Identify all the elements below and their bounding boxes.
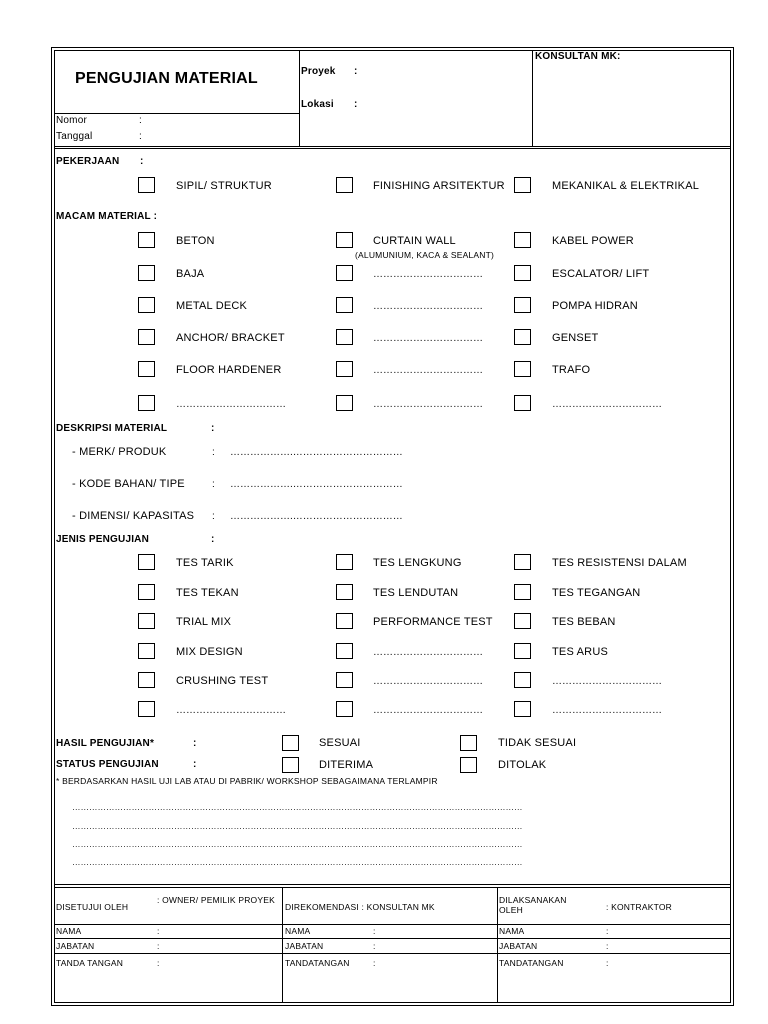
colon: : — [211, 534, 215, 545]
colon: : — [193, 738, 197, 749]
macam-material-label: MACAM MATERIAL : — [56, 211, 158, 222]
colon: : — [354, 66, 358, 77]
option-tidak-sesuai: TIDAK SESUAI — [498, 737, 577, 749]
checkbox-test[interactable] — [336, 613, 353, 629]
material-option: ESCALATOR/ LIFT — [552, 268, 650, 280]
checkbox-sipil[interactable] — [138, 177, 155, 193]
checkbox-material[interactable] — [514, 361, 531, 377]
notes-line[interactable]: …………………………………………………………………………………………………………………………………………… — [72, 839, 523, 849]
disetujui-label: DISETUJUI OLEH — [56, 902, 129, 912]
disetujui-party: : OWNER/ PEMILIK PROYEK — [157, 895, 275, 905]
colon: : — [139, 115, 142, 126]
checkbox-material[interactable] — [138, 265, 155, 281]
test-option: TRIAL MIX — [176, 616, 232, 628]
checkbox-ditolak[interactable] — [460, 757, 477, 773]
checkbox-test[interactable] — [138, 701, 155, 717]
checkbox-material[interactable] — [336, 329, 353, 345]
checkbox-test[interactable] — [514, 584, 531, 600]
tanda-tangan-label: TANDATANGAN — [285, 958, 350, 968]
header-divider — [54, 113, 299, 114]
colon: : — [373, 941, 376, 951]
material-option: BAJA — [176, 268, 205, 280]
colon: : — [193, 759, 197, 770]
checkbox-test[interactable] — [336, 643, 353, 659]
proyek-label: Proyek — [301, 66, 336, 77]
option-sesuai: SESUAI — [319, 737, 361, 749]
dimensi-value[interactable]: ……………….…………………………… — [230, 511, 403, 522]
sig-divider — [54, 884, 731, 885]
test-option: CRUSHING TEST — [176, 675, 269, 687]
nama-label: NAMA — [285, 926, 311, 936]
material-blank: …………………………… — [373, 365, 483, 376]
material-blank: …………………………… — [373, 301, 483, 312]
jabatan-label: JABATAN — [285, 941, 324, 951]
checkbox-test[interactable] — [514, 643, 531, 659]
checkbox-finishing[interactable] — [336, 177, 353, 193]
test-blank: …………………………… — [373, 705, 483, 716]
checkbox-sesuai[interactable] — [282, 735, 299, 751]
pekerjaan-label: PEKERJAAN — [56, 156, 120, 167]
test-option: TES TEKAN — [176, 587, 239, 599]
checkbox-test[interactable] — [138, 554, 155, 570]
test-blank: …………………………… — [373, 676, 483, 687]
test-option: TES LENDUTAN — [373, 587, 459, 599]
colon: : — [211, 423, 215, 434]
konsultan-label: KONSULTAN MK: — [535, 51, 621, 62]
colon: : — [140, 156, 144, 167]
checkbox-test[interactable] — [336, 701, 353, 717]
sig-divider — [54, 887, 731, 888]
test-blank: …………………………… — [552, 705, 662, 716]
colon: : — [212, 479, 215, 490]
material-blank: …………………………… — [373, 333, 483, 344]
test-option: PERFORMANCE TEST — [373, 616, 493, 628]
lokasi-label: Lokasi — [301, 99, 334, 110]
option-ditolak: DITOLAK — [498, 759, 547, 771]
test-blank: …………………………… — [176, 705, 286, 716]
test-blank: …………………………… — [373, 647, 483, 658]
material-option: POMPA HIDRAN — [552, 300, 638, 312]
checkbox-material[interactable] — [514, 297, 531, 313]
kode-value[interactable]: ……………….…………………………… — [230, 479, 403, 490]
sig-divider — [54, 938, 731, 939]
checkbox-material[interactable] — [514, 395, 531, 411]
checkbox-test[interactable] — [336, 672, 353, 688]
nama-label: NAMA — [56, 926, 82, 936]
jenis-pengujian-label: JENIS PENGUJIAN — [56, 534, 150, 545]
sig-divider — [497, 887, 498, 1003]
direkomendasi-label: DIREKOMENDASI : KONSULTAN MK — [285, 902, 435, 912]
dilaksanakan-label: DILAKSANAKAN OLEH — [499, 895, 567, 915]
colon: : — [373, 926, 376, 936]
option-mekanikal: MEKANIKAL & ELEKTRIKAL — [552, 180, 700, 192]
checkbox-material[interactable] — [138, 395, 155, 411]
dilaksanakan-party: : KONTRAKTOR — [606, 902, 673, 912]
colon: : — [606, 958, 609, 968]
deskripsi-label: DESKRIPSI MATERIAL — [56, 423, 168, 434]
material-blank: …………………………… — [176, 399, 286, 410]
checkbox-mekanikal[interactable] — [514, 177, 531, 193]
merk-value[interactable]: ……………….…………………………… — [230, 447, 403, 458]
checkbox-test[interactable] — [514, 701, 531, 717]
colon: : — [354, 99, 358, 110]
colon: : — [157, 926, 160, 936]
checkbox-test[interactable] — [514, 554, 531, 570]
jabatan-label: JABATAN — [56, 941, 95, 951]
checkbox-material[interactable] — [138, 297, 155, 313]
material-option: TRAFO — [552, 364, 591, 376]
colon: : — [157, 941, 160, 951]
checkbox-material[interactable] — [336, 361, 353, 377]
colon: : — [373, 958, 376, 968]
checkbox-test[interactable] — [514, 613, 531, 629]
test-option: TES TARIK — [176, 557, 234, 569]
colon: : — [212, 511, 215, 522]
option-finishing: FINISHING ARSITEKTUR — [373, 180, 505, 192]
material-blank: …………………………… — [373, 269, 483, 280]
checkbox-material[interactable] — [514, 265, 531, 281]
checkbox-test[interactable] — [138, 672, 155, 688]
colon: : — [606, 926, 609, 936]
checkbox-material[interactable] — [138, 361, 155, 377]
option-diterima: DITERIMA — [319, 759, 374, 771]
nama-label: NAMA — [499, 926, 525, 936]
material-option: GENSET — [552, 332, 599, 344]
checkbox-tidak-sesuai[interactable] — [460, 735, 477, 751]
test-option: TES TEGANGAN — [552, 587, 641, 599]
checkbox-test[interactable] — [514, 672, 531, 688]
option-sipil: SIPIL/ STRUKTUR — [176, 180, 272, 192]
test-option: TES BEBAN — [552, 616, 616, 628]
sig-divider — [54, 924, 731, 925]
material-option: KABEL POWER — [552, 235, 634, 247]
material-blank: …………………………… — [552, 399, 662, 410]
nomor-label: Nomor — [56, 115, 88, 126]
colon: : — [139, 131, 142, 142]
colon: : — [606, 941, 609, 951]
footnote: * BERDASARKAN HASIL UJI LAB ATAU DI PABRIK/ WORKSHOP SEBAGAIMANA TERLAMPIR — [56, 776, 438, 786]
notes-line[interactable]: …………………………………………………………………………………………………………………………………………… — [72, 821, 523, 831]
notes-line[interactable]: …………………………………………………………………………………………………………………………………………… — [72, 802, 523, 812]
dimensi-label: - DIMENSI/ KAPASITAS — [72, 510, 195, 522]
colon: : — [212, 447, 215, 458]
checkbox-test[interactable] — [138, 613, 155, 629]
material-option: BETON — [176, 235, 215, 247]
jabatan-label: JABATAN — [499, 941, 538, 951]
checkbox-material[interactable] — [336, 265, 353, 281]
test-option: TES ARUS — [552, 646, 609, 658]
hasil-label: HASIL PENGUJIAN* — [56, 738, 155, 749]
checkbox-diterima[interactable] — [282, 757, 299, 773]
kode-label: - KODE BAHAN/ TIPE — [72, 478, 185, 490]
sig-divider — [54, 953, 731, 954]
test-option: TES RESISTENSI DALAM — [552, 557, 687, 569]
status-label: STATUS PENGUJIAN — [56, 759, 159, 770]
notes-line[interactable]: …………………………………………………………………………………………………………………………………………… — [72, 857, 523, 867]
colon: : — [157, 958, 160, 968]
merk-label: - MERK/ PRODUK — [72, 446, 167, 458]
checkbox-material[interactable] — [336, 297, 353, 313]
header-divider — [532, 50, 533, 146]
tanda-tangan-label: TANDA TANGAN — [56, 958, 124, 968]
header-divider — [54, 146, 731, 147]
checkbox-material[interactable] — [138, 232, 155, 248]
checkbox-material[interactable] — [514, 232, 531, 248]
material-option: CURTAIN WALL — [373, 235, 456, 247]
checkbox-material[interactable] — [138, 329, 155, 345]
header-divider — [54, 148, 731, 149]
checkbox-material[interactable] — [336, 232, 353, 248]
header-divider — [299, 50, 300, 146]
checkbox-test[interactable] — [336, 554, 353, 570]
material-option: FLOOR HARDENER — [176, 364, 282, 376]
sig-divider — [282, 887, 283, 1003]
form-title: PENGUJIAN MATERIAL — [75, 70, 258, 87]
checkbox-material[interactable] — [336, 395, 353, 411]
material-option: ANCHOR/ BRACKET — [176, 332, 285, 344]
test-option: MIX DESIGN — [176, 646, 243, 658]
checkbox-material[interactable] — [514, 329, 531, 345]
test-option: TES LENGKUNG — [373, 557, 462, 569]
tanggal-label: Tanggal — [56, 131, 93, 142]
test-blank: …………………………… — [552, 676, 662, 687]
checkbox-test[interactable] — [138, 643, 155, 659]
checkbox-test[interactable] — [336, 584, 353, 600]
material-option: METAL DECK — [176, 300, 248, 312]
material-blank: …………………………… — [373, 399, 483, 410]
tanda-tangan-label: TANDATANGAN — [499, 958, 564, 968]
checkbox-test[interactable] — [138, 584, 155, 600]
curtain-wall-note: (ALUMUNIUM, KACA & SEALANT) — [355, 250, 495, 260]
